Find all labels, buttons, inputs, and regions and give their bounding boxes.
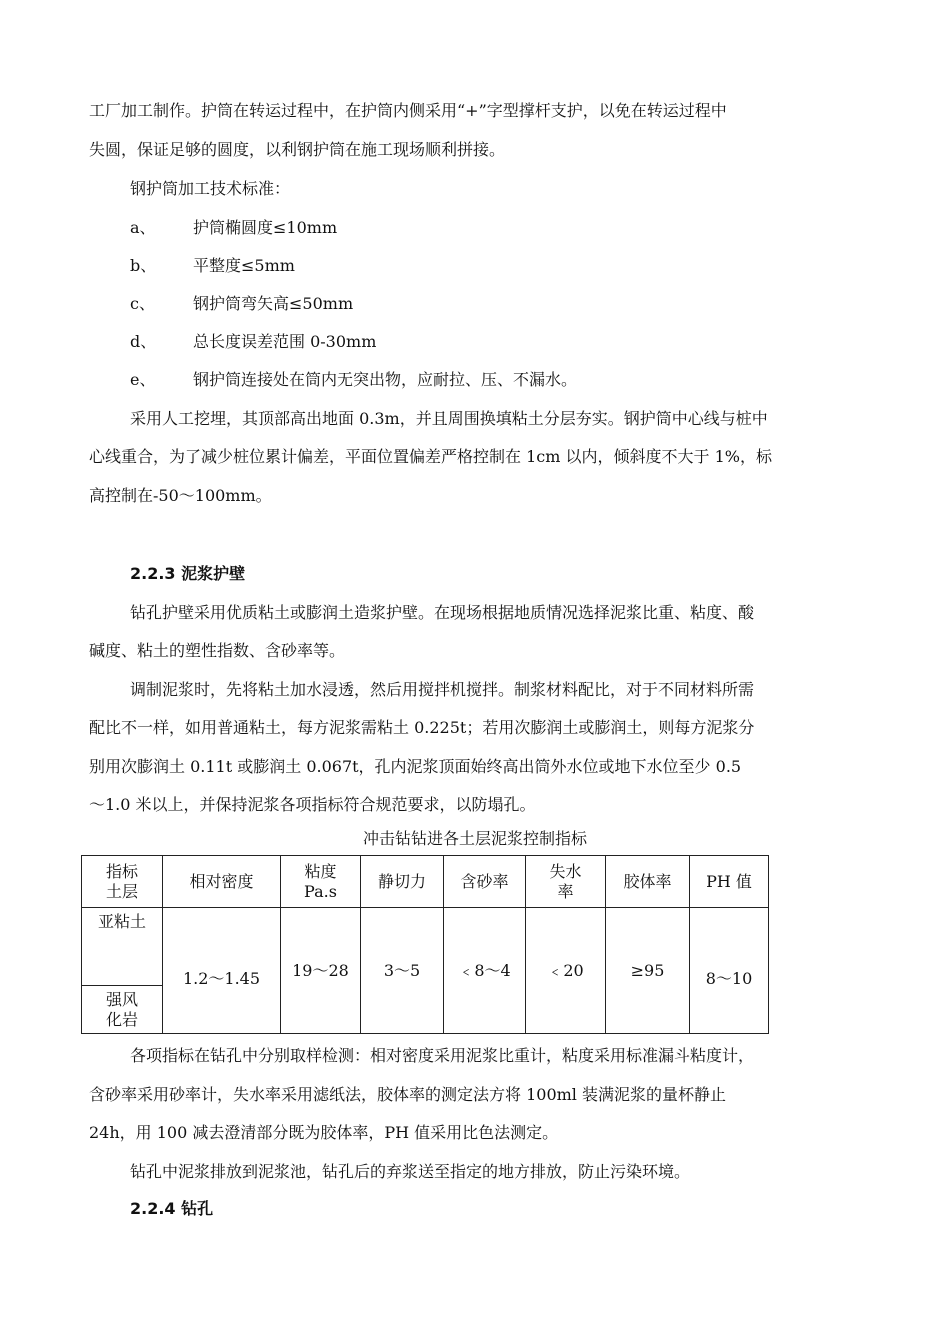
- paragraph-line: 高控制在-50～100mm。: [89, 486, 272, 505]
- paragraph-line: 工厂加工制作。护筒在转运过程中，在护筒内侧采用“+”字型撑杆支护，以免在转运过程中: [89, 101, 727, 120]
- row-label-line: 化岩: [105, 1009, 138, 1029]
- paragraph-line: 心线重合，为了减少桩位累计偏差，平面位置偏差严格控制在 1cm 以内，倾斜度不大于 1%，标: [89, 447, 772, 466]
- section-heading: 2.2.3 泥浆护壁: [130, 564, 246, 583]
- paragraph-line: 别用次膨润土 0.11t 或膨润土 0.067t，孔内泥浆顶面始终高出筒外水位或地下水位至少 0.5: [89, 757, 742, 776]
- paragraph-line: 含砂率采用砂率计，失水率采用滤纸法，胶体率的测定法方将 100ml 装满泥浆的量杯静止: [89, 1085, 727, 1104]
- table-cell: 19～28: [281, 908, 361, 1034]
- header-cell: 含砂率: [444, 856, 526, 908]
- table-header-row: [82, 856, 769, 908]
- paragraph-line: 钻孔中泥浆排放到泥浆池，钻孔后的弃浆送至指定的地方排放，防止污染环境。: [130, 1162, 691, 1181]
- header-cell: [526, 856, 606, 908]
- paragraph-line: 失圆，保证足够的圆度，以利钢护筒在施工现场顺利拼接。: [89, 140, 506, 159]
- mud-control-table: [81, 855, 769, 1034]
- list-item-text: 总长度误差范围 0-30mm: [193, 332, 377, 351]
- table-cell: ≥95: [606, 908, 690, 1034]
- paragraph-line: ～1.0 米以上，并保持泥浆各项指标符合规范要求，以防塌孔。: [89, 795, 536, 814]
- paragraph-line: 碱度、粘土的塑性指数、含砂率等。: [89, 641, 346, 660]
- row-label: 亚粘土: [82, 908, 163, 986]
- paragraph-line: 配比不一样，如用普通粘土，每方泥浆需粘土 0.225t；若用次膨润土或膨润土，则每方泥浆分: [89, 718, 755, 737]
- table-cell: 1.2～1.45: [163, 908, 281, 1034]
- header-cell-line: 率: [557, 881, 574, 901]
- paragraph-line: 调制泥浆时，先将粘土加水浸透，然后用搅拌机搅拌。制浆材料配比，对于不同材料所需: [130, 680, 755, 699]
- list-item-label: b、: [130, 256, 157, 275]
- row-label: [82, 986, 163, 1034]
- table-cell: ﹤8～4: [444, 908, 526, 1034]
- header-corner: [82, 856, 163, 908]
- header-cell: [281, 856, 361, 908]
- header-cell: 静切力: [361, 856, 444, 908]
- table-cell: 8～10: [690, 908, 769, 1034]
- list-item-text: 护筒椭圆度≤10mm: [193, 218, 338, 237]
- list-item-text: 平整度≤5mm: [193, 256, 295, 275]
- table-cell: ﹤20: [526, 908, 606, 1034]
- list-item-label: a、: [130, 218, 156, 237]
- header-cell: 胶体率: [606, 856, 690, 908]
- header-cell: 相对密度: [163, 856, 281, 908]
- header-cell: PH 值: [690, 856, 769, 908]
- table-row: [82, 908, 769, 986]
- list-item-label: e、: [130, 370, 156, 389]
- paragraph-line: 钢护筒加工技术标准：: [130, 179, 291, 198]
- paragraph-line: 24h，用 100 减去澄清部分既为胶体率，PH 值采用比色法测定。: [89, 1123, 559, 1142]
- header-corner-top: 指标: [105, 861, 138, 881]
- paragraph-line: 各项指标在钻孔中分别取样检测：相对密度采用泥浆比重计，粘度采用标准漏斗粘度计，: [130, 1046, 755, 1065]
- header-cell-line: 失水: [549, 861, 582, 881]
- row-label-line: 强风: [105, 989, 138, 1009]
- section-heading: 2.2.4 钻孔: [130, 1199, 214, 1218]
- table-cell: 3～5: [361, 908, 444, 1034]
- paragraph-line: 采用人工挖埋，其顶部高出地面 0.3m，并且周围换填粘土分层夯实。钢护筒中心线与桩中: [130, 409, 768, 428]
- list-item-text: 钢护筒弯矢高≤50mm: [193, 294, 354, 313]
- list-item-text: 钢护筒连接处在筒内无突出物，应耐拉、压、不漏水。: [193, 370, 578, 389]
- list-item-label: c、: [130, 294, 155, 313]
- paragraph-line: 钻孔护壁采用优质粘土或膨润土造浆护壁。在现场根据地质情况选择泥浆比重、粘度、酸: [130, 603, 755, 622]
- list-item-label: d、: [130, 332, 157, 351]
- header-corner-bottom: 土层: [105, 881, 138, 901]
- header-cell-line: Pa.s: [304, 881, 337, 901]
- table-caption: 冲击钻钻进各土层泥浆控制指标: [362, 829, 587, 848]
- header-cell-line: 粘度: [304, 861, 337, 881]
